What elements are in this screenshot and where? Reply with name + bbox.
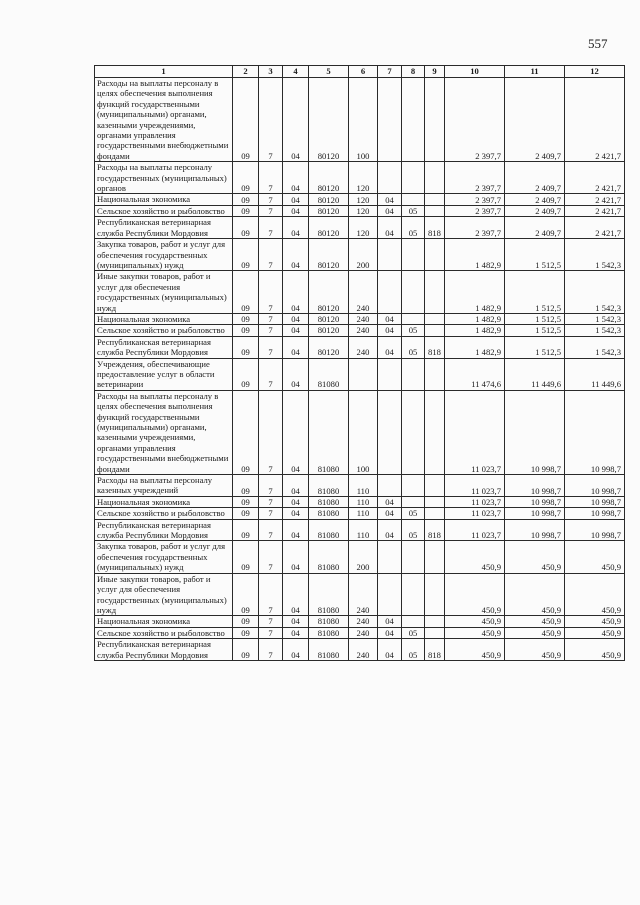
code-cell-4: 04 — [283, 217, 309, 239]
code-cell-3: 7 — [259, 162, 283, 194]
code-cell-9 — [425, 162, 445, 194]
row-name-cell: Расходы на выплаты персоналу в целях обеспечения выполнения функций государственными (муниципальными) органами, казенными учреждениями, органами управления государственными внебюджетными фондами — [95, 390, 233, 474]
code-cell-6: 240 — [349, 627, 378, 638]
code-cell-2: 09 — [233, 639, 259, 661]
row-name-cell: Национальная экономика — [95, 496, 233, 507]
code-cell-8 — [402, 616, 425, 627]
amount-cell-10: 450,9 — [445, 639, 505, 661]
table-row — [95, 78, 625, 162]
code-cell-3: 7 — [259, 325, 283, 336]
column-header: 10 — [445, 66, 505, 78]
table-row — [95, 508, 625, 519]
row-name-cell: Национальная экономика — [95, 194, 233, 205]
code-cell-8 — [402, 313, 425, 324]
column-header: 11 — [505, 66, 565, 78]
code-cell-2: 09 — [233, 313, 259, 324]
budget-table — [94, 65, 625, 661]
amount-cell-10: 2 397,7 — [445, 78, 505, 162]
code-cell-3: 7 — [259, 194, 283, 205]
amount-cell-10: 11 023,7 — [445, 508, 505, 519]
table-row — [95, 541, 625, 573]
table-row — [95, 194, 625, 205]
code-cell-2: 09 — [233, 325, 259, 336]
code-cell-3: 7 — [259, 336, 283, 358]
amount-cell-12: 2 421,7 — [565, 194, 625, 205]
code-cell-5: 81080 — [309, 639, 349, 661]
amount-cell-12: 1 542,3 — [565, 325, 625, 336]
code-cell-8 — [402, 541, 425, 573]
table-row — [95, 325, 625, 336]
amount-cell-10: 1 482,9 — [445, 325, 505, 336]
code-cell-6: 110 — [349, 508, 378, 519]
code-cell-2: 09 — [233, 217, 259, 239]
code-cell-2: 09 — [233, 573, 259, 616]
amount-cell-12: 10 998,7 — [565, 496, 625, 507]
amount-cell-10: 2 397,7 — [445, 205, 505, 216]
column-header: 9 — [425, 66, 445, 78]
code-cell-8 — [402, 475, 425, 497]
code-cell-2: 09 — [233, 541, 259, 573]
code-cell-7: 04 — [378, 217, 402, 239]
table-row — [95, 475, 625, 497]
code-cell-3: 7 — [259, 205, 283, 216]
code-cell-5: 80120 — [309, 336, 349, 358]
code-cell-5: 80120 — [309, 205, 349, 216]
code-cell-6: 100 — [349, 390, 378, 474]
amount-cell-12: 2 421,7 — [565, 162, 625, 194]
code-cell-2: 09 — [233, 271, 259, 314]
code-cell-8 — [402, 194, 425, 205]
code-cell-3: 7 — [259, 573, 283, 616]
code-cell-2: 09 — [233, 358, 259, 390]
code-cell-6: 110 — [349, 519, 378, 541]
amount-cell-11: 450,9 — [505, 541, 565, 573]
code-cell-6: 240 — [349, 313, 378, 324]
code-cell-8: 05 — [402, 336, 425, 358]
code-cell-7: 04 — [378, 508, 402, 519]
row-name-cell: Республиканская ветеринарная служба Республики Мордовия — [95, 336, 233, 358]
code-cell-2: 09 — [233, 336, 259, 358]
code-cell-4: 04 — [283, 205, 309, 216]
code-cell-6 — [349, 358, 378, 390]
table-row — [95, 271, 625, 314]
amount-cell-10: 1 482,9 — [445, 239, 505, 271]
code-cell-2: 09 — [233, 239, 259, 271]
code-cell-3: 7 — [259, 78, 283, 162]
code-cell-9 — [425, 271, 445, 314]
amount-cell-10: 1 482,9 — [445, 336, 505, 358]
code-cell-5: 81080 — [309, 358, 349, 390]
row-name-cell: Сельское хозяйство и рыболовство — [95, 627, 233, 638]
code-cell-5: 80120 — [309, 325, 349, 336]
amount-cell-11: 1 512,5 — [505, 325, 565, 336]
code-cell-4: 04 — [283, 508, 309, 519]
code-cell-9 — [425, 358, 445, 390]
amount-cell-10: 450,9 — [445, 573, 505, 616]
amount-cell-12: 10 998,7 — [565, 508, 625, 519]
code-cell-5: 81080 — [309, 519, 349, 541]
amount-cell-12: 10 998,7 — [565, 475, 625, 497]
code-cell-9 — [425, 475, 445, 497]
code-cell-8 — [402, 271, 425, 314]
code-cell-4: 04 — [283, 194, 309, 205]
code-cell-5: 80120 — [309, 313, 349, 324]
amount-cell-10: 450,9 — [445, 616, 505, 627]
amount-cell-10: 450,9 — [445, 627, 505, 638]
code-cell-5: 80120 — [309, 194, 349, 205]
code-cell-8 — [402, 162, 425, 194]
amount-cell-11: 10 998,7 — [505, 519, 565, 541]
code-cell-6: 110 — [349, 496, 378, 507]
code-cell-5: 81080 — [309, 616, 349, 627]
amount-cell-12: 1 542,3 — [565, 239, 625, 271]
code-cell-9 — [425, 390, 445, 474]
column-header: 8 — [402, 66, 425, 78]
amount-cell-10: 11 023,7 — [445, 475, 505, 497]
code-cell-8: 05 — [402, 519, 425, 541]
code-cell-4: 04 — [283, 162, 309, 194]
amount-cell-11: 10 998,7 — [505, 508, 565, 519]
row-name-cell: Расходы на выплаты персоналу казенных учреждений — [95, 475, 233, 497]
code-cell-2: 09 — [233, 519, 259, 541]
code-cell-8: 05 — [402, 217, 425, 239]
code-cell-9 — [425, 573, 445, 616]
code-cell-3: 7 — [259, 358, 283, 390]
amount-cell-12: 11 449,6 — [565, 358, 625, 390]
table-row — [95, 627, 625, 638]
table-row — [95, 496, 625, 507]
amount-cell-11: 2 409,7 — [505, 194, 565, 205]
code-cell-6: 240 — [349, 336, 378, 358]
table-row — [95, 573, 625, 616]
code-cell-4: 04 — [283, 496, 309, 507]
code-cell-5: 81080 — [309, 496, 349, 507]
amount-cell-10: 11 023,7 — [445, 519, 505, 541]
amount-cell-11: 1 512,5 — [505, 271, 565, 314]
code-cell-5: 81080 — [309, 475, 349, 497]
code-cell-9 — [425, 194, 445, 205]
amount-cell-12: 1 542,3 — [565, 271, 625, 314]
code-cell-6: 120 — [349, 194, 378, 205]
code-cell-9: 818 — [425, 217, 445, 239]
code-cell-4: 04 — [283, 325, 309, 336]
code-cell-4: 04 — [283, 336, 309, 358]
code-cell-6: 240 — [349, 271, 378, 314]
code-cell-5: 81080 — [309, 390, 349, 474]
code-cell-2: 09 — [233, 194, 259, 205]
row-name-cell: Расходы на выплаты персоналу государственных (муниципальных) органов — [95, 162, 233, 194]
code-cell-4: 04 — [283, 573, 309, 616]
code-cell-9 — [425, 325, 445, 336]
code-cell-3: 7 — [259, 496, 283, 507]
row-name-cell: Закупка товаров, работ и услуг для обеспечения государственных (муниципальных) нужд — [95, 541, 233, 573]
amount-cell-11: 2 409,7 — [505, 205, 565, 216]
table-row — [95, 336, 625, 358]
code-cell-6: 100 — [349, 78, 378, 162]
code-cell-3: 7 — [259, 508, 283, 519]
code-cell-2: 09 — [233, 508, 259, 519]
table-row — [95, 313, 625, 324]
code-cell-9 — [425, 616, 445, 627]
code-cell-4: 04 — [283, 358, 309, 390]
amount-cell-11: 1 512,5 — [505, 239, 565, 271]
code-cell-8 — [402, 390, 425, 474]
amount-cell-11: 11 449,6 — [505, 358, 565, 390]
amount-cell-12: 450,9 — [565, 639, 625, 661]
code-cell-3: 7 — [259, 541, 283, 573]
code-cell-9 — [425, 205, 445, 216]
code-cell-7: 04 — [378, 639, 402, 661]
amount-cell-11: 450,9 — [505, 573, 565, 616]
table-row — [95, 217, 625, 239]
code-cell-7 — [378, 239, 402, 271]
amount-cell-11: 450,9 — [505, 616, 565, 627]
row-name-cell: Сельское хозяйство и рыболовство — [95, 325, 233, 336]
page-number: 557 — [588, 36, 608, 51]
amount-cell-12: 10 998,7 — [565, 519, 625, 541]
code-cell-3: 7 — [259, 313, 283, 324]
amount-cell-12: 1 542,3 — [565, 336, 625, 358]
code-cell-9: 818 — [425, 639, 445, 661]
column-header: 2 — [233, 66, 259, 78]
code-cell-4: 04 — [283, 313, 309, 324]
amount-cell-11: 1 512,5 — [505, 313, 565, 324]
code-cell-7: 04 — [378, 205, 402, 216]
column-header: 12 — [565, 66, 625, 78]
code-cell-3: 7 — [259, 475, 283, 497]
table-row — [95, 205, 625, 216]
table-body — [95, 78, 625, 661]
code-cell-3: 7 — [259, 217, 283, 239]
column-header: 5 — [309, 66, 349, 78]
code-cell-6: 110 — [349, 475, 378, 497]
row-name-cell: Расходы на выплаты персоналу в целях обеспечения выполнения функций государственными (муниципальными) органами, казенными учреждениями, органами управления государственными внебюджетными фондами — [95, 78, 233, 162]
code-cell-9 — [425, 239, 445, 271]
code-cell-7 — [378, 78, 402, 162]
column-header: 7 — [378, 66, 402, 78]
amount-cell-11: 1 512,5 — [505, 336, 565, 358]
code-cell-5: 80120 — [309, 78, 349, 162]
code-cell-4: 04 — [283, 475, 309, 497]
code-cell-3: 7 — [259, 639, 283, 661]
table-row — [95, 616, 625, 627]
code-cell-6: 200 — [349, 541, 378, 573]
code-cell-4: 04 — [283, 239, 309, 271]
row-name-cell: Республиканская ветеринарная служба Республики Мордовия — [95, 217, 233, 239]
code-cell-6: 120 — [349, 162, 378, 194]
code-cell-2: 09 — [233, 78, 259, 162]
code-cell-3: 7 — [259, 271, 283, 314]
row-name-cell: Сельское хозяйство и рыболовство — [95, 508, 233, 519]
amount-cell-12: 10 998,7 — [565, 390, 625, 474]
code-cell-7 — [378, 162, 402, 194]
amount-cell-10: 11 474,6 — [445, 358, 505, 390]
amount-cell-11: 2 409,7 — [505, 78, 565, 162]
table-row — [95, 390, 625, 474]
code-cell-9 — [425, 627, 445, 638]
amount-cell-10: 2 397,7 — [445, 194, 505, 205]
table-row — [95, 639, 625, 661]
code-cell-6: 120 — [349, 217, 378, 239]
code-cell-9 — [425, 541, 445, 573]
column-header: 6 — [349, 66, 378, 78]
amount-cell-10: 2 397,7 — [445, 217, 505, 239]
amount-cell-12: 2 421,7 — [565, 217, 625, 239]
code-cell-4: 04 — [283, 541, 309, 573]
code-cell-5: 81080 — [309, 508, 349, 519]
code-cell-6: 120 — [349, 205, 378, 216]
code-cell-5: 80120 — [309, 271, 349, 314]
code-cell-2: 09 — [233, 496, 259, 507]
code-cell-5: 80120 — [309, 162, 349, 194]
code-cell-8 — [402, 239, 425, 271]
code-cell-8 — [402, 78, 425, 162]
column-header: 1 — [95, 66, 233, 78]
amount-cell-12: 2 421,7 — [565, 205, 625, 216]
row-name-cell: Национальная экономика — [95, 313, 233, 324]
code-cell-2: 09 — [233, 205, 259, 216]
code-cell-8 — [402, 358, 425, 390]
row-name-cell: Закупка товаров, работ и услуг для обеспечения государственных (муниципальных) нужд — [95, 239, 233, 271]
amount-cell-11: 450,9 — [505, 639, 565, 661]
code-cell-6: 240 — [349, 639, 378, 661]
amount-cell-12: 1 542,3 — [565, 313, 625, 324]
code-cell-7: 04 — [378, 627, 402, 638]
code-cell-6: 200 — [349, 239, 378, 271]
code-cell-7: 04 — [378, 616, 402, 627]
code-cell-3: 7 — [259, 239, 283, 271]
code-cell-8 — [402, 573, 425, 616]
amount-cell-10: 11 023,7 — [445, 496, 505, 507]
code-cell-3: 7 — [259, 616, 283, 627]
code-cell-5: 81080 — [309, 627, 349, 638]
code-cell-7: 04 — [378, 336, 402, 358]
code-cell-7 — [378, 541, 402, 573]
table-row — [95, 239, 625, 271]
code-cell-6: 240 — [349, 325, 378, 336]
row-name-cell: Республиканская ветеринарная служба Республики Мордовия — [95, 639, 233, 661]
code-cell-6: 240 — [349, 573, 378, 616]
amount-cell-12: 2 421,7 — [565, 78, 625, 162]
code-cell-8: 05 — [402, 639, 425, 661]
code-cell-4: 04 — [283, 616, 309, 627]
code-cell-9 — [425, 313, 445, 324]
code-cell-3: 7 — [259, 519, 283, 541]
column-header: 4 — [283, 66, 309, 78]
amount-cell-12: 450,9 — [565, 616, 625, 627]
amount-cell-10: 450,9 — [445, 541, 505, 573]
code-cell-4: 04 — [283, 78, 309, 162]
code-cell-3: 7 — [259, 390, 283, 474]
code-cell-7: 04 — [378, 519, 402, 541]
code-cell-2: 09 — [233, 390, 259, 474]
code-cell-7: 04 — [378, 194, 402, 205]
code-cell-3: 7 — [259, 627, 283, 638]
code-cell-7: 04 — [378, 496, 402, 507]
amount-cell-10: 11 023,7 — [445, 390, 505, 474]
code-cell-4: 04 — [283, 519, 309, 541]
code-cell-9 — [425, 508, 445, 519]
code-cell-5: 80120 — [309, 239, 349, 271]
amount-cell-11: 2 409,7 — [505, 217, 565, 239]
code-cell-4: 04 — [283, 390, 309, 474]
code-cell-7: 04 — [378, 313, 402, 324]
amount-cell-12: 450,9 — [565, 541, 625, 573]
code-cell-5: 81080 — [309, 541, 349, 573]
table-row — [95, 519, 625, 541]
code-cell-4: 04 — [283, 271, 309, 314]
code-cell-7 — [378, 271, 402, 314]
row-name-cell: Учреждения, обеспечивающие предоставление услуг в области ветеринарии — [95, 358, 233, 390]
code-cell-7 — [378, 573, 402, 616]
amount-cell-11: 2 409,7 — [505, 162, 565, 194]
code-cell-7 — [378, 390, 402, 474]
amount-cell-12: 450,9 — [565, 573, 625, 616]
code-cell-7 — [378, 358, 402, 390]
amount-cell-11: 10 998,7 — [505, 475, 565, 497]
code-cell-2: 09 — [233, 162, 259, 194]
code-cell-8: 05 — [402, 325, 425, 336]
header-row — [95, 66, 625, 78]
code-cell-5: 80120 — [309, 217, 349, 239]
amount-cell-11: 10 998,7 — [505, 496, 565, 507]
code-cell-9: 818 — [425, 336, 445, 358]
row-name-cell: Иные закупки товаров, работ и услуг для обеспечения государственных (муниципальных) нужд — [95, 573, 233, 616]
table-row — [95, 358, 625, 390]
code-cell-9 — [425, 496, 445, 507]
row-name-cell: Республиканская ветеринарная служба Республики Мордовия — [95, 519, 233, 541]
code-cell-2: 09 — [233, 627, 259, 638]
row-name-cell: Иные закупки товаров, работ и услуг для обеспечения государственных (муниципальных) нужд — [95, 271, 233, 314]
amount-cell-12: 450,9 — [565, 627, 625, 638]
column-header: 3 — [259, 66, 283, 78]
code-cell-4: 04 — [283, 639, 309, 661]
code-cell-7: 04 — [378, 325, 402, 336]
amount-cell-10: 1 482,9 — [445, 271, 505, 314]
code-cell-6: 240 — [349, 616, 378, 627]
code-cell-4: 04 — [283, 627, 309, 638]
code-cell-9 — [425, 78, 445, 162]
code-cell-8: 05 — [402, 627, 425, 638]
row-name-cell: Национальная экономика — [95, 616, 233, 627]
code-cell-8: 05 — [402, 205, 425, 216]
code-cell-5: 81080 — [309, 573, 349, 616]
code-cell-8: 05 — [402, 508, 425, 519]
code-cell-2: 09 — [233, 616, 259, 627]
amount-cell-11: 10 998,7 — [505, 390, 565, 474]
code-cell-8 — [402, 496, 425, 507]
amount-cell-10: 2 397,7 — [445, 162, 505, 194]
code-cell-2: 09 — [233, 475, 259, 497]
table-row — [95, 162, 625, 194]
amount-cell-10: 1 482,9 — [445, 313, 505, 324]
amount-cell-11: 450,9 — [505, 627, 565, 638]
row-name-cell: Сельское хозяйство и рыболовство — [95, 205, 233, 216]
code-cell-7 — [378, 475, 402, 497]
code-cell-9: 818 — [425, 519, 445, 541]
